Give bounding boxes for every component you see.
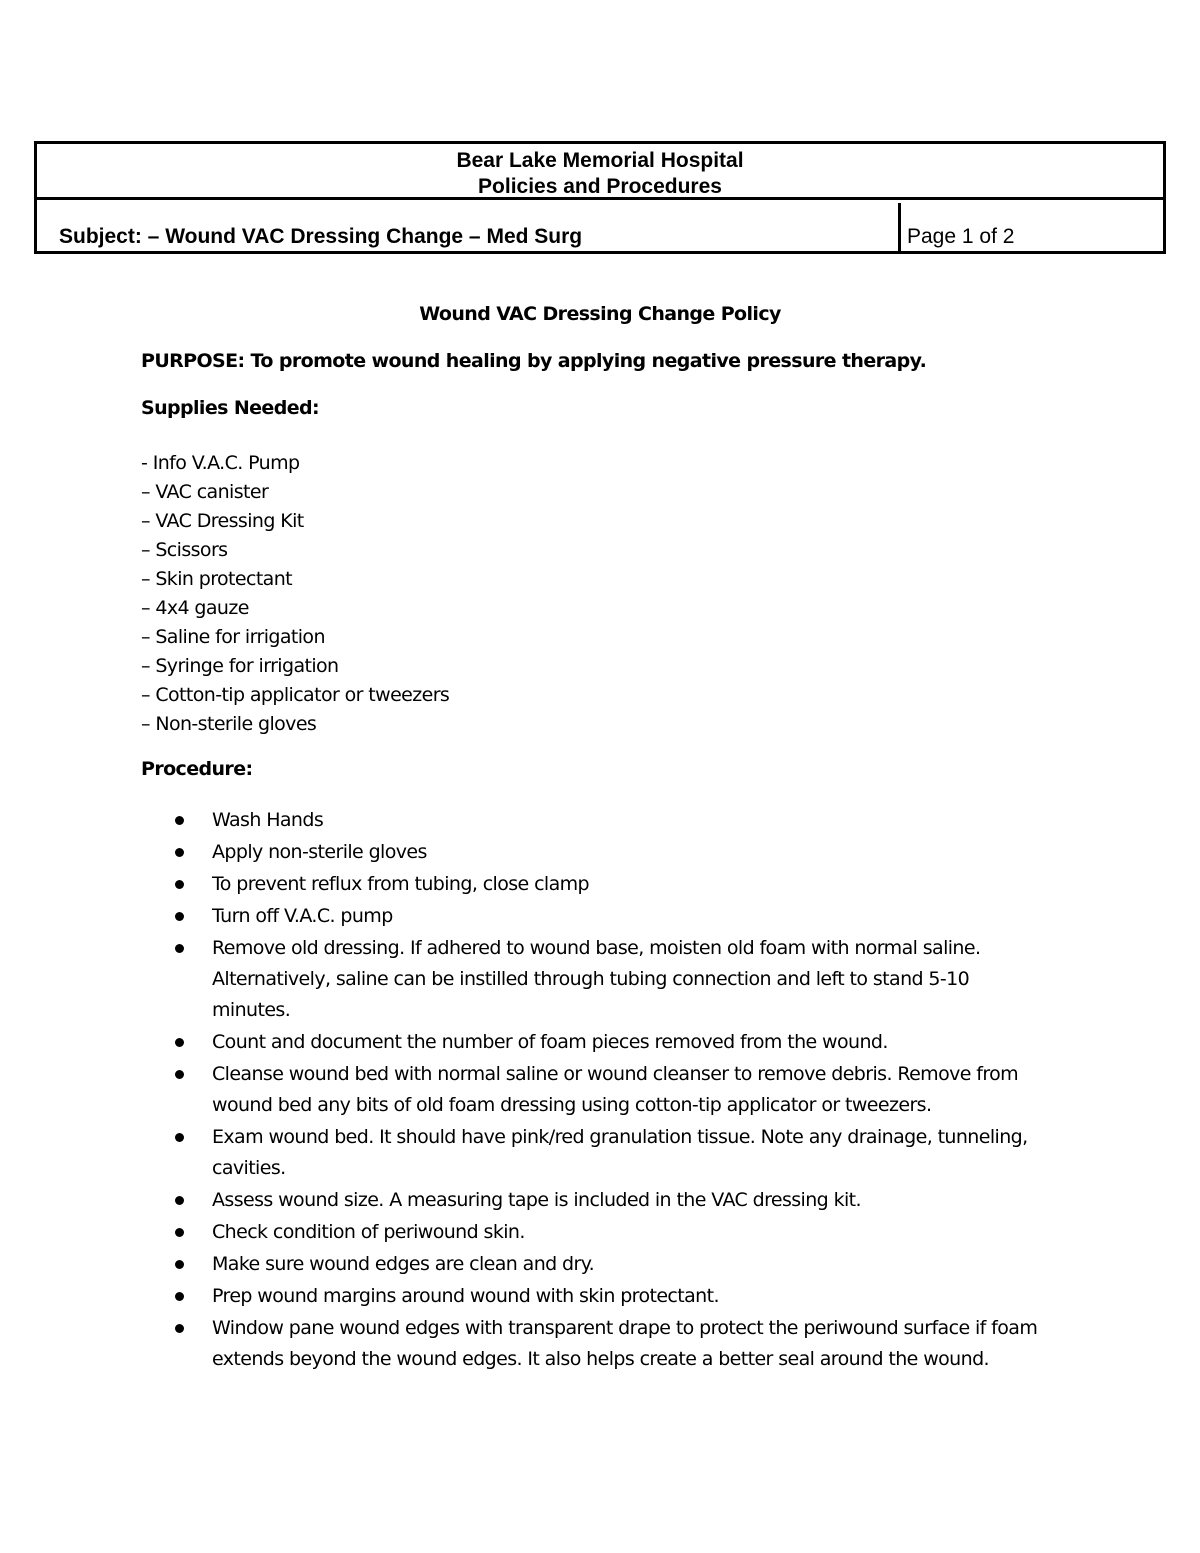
bullet-icon — [175, 880, 184, 889]
bullet-icon — [175, 1292, 184, 1301]
purpose-statement: PURPOSE: To promote wound healing by applying negative pressure therapy. — [141, 350, 927, 372]
bullet-icon — [175, 1133, 184, 1142]
supply-item: – Scissors — [141, 539, 228, 561]
bullet-icon — [175, 1070, 184, 1079]
procedure-step-text: Exam wound bed. It should have pink/red granulation tissue. Note any drainage, tunneling, cavities. — [212, 1126, 1028, 1179]
procedure-step — [172, 1249, 1052, 1280]
procedure-step — [172, 869, 1052, 900]
procedure-step — [172, 1185, 1052, 1216]
supply-item: – VAC canister — [141, 481, 269, 503]
document-title: Wound VAC Dressing Change Policy — [419, 303, 781, 325]
bullet-icon — [175, 944, 184, 953]
procedure-step-text: Apply non-sterile gloves — [212, 841, 427, 863]
procedure-step — [172, 1281, 1052, 1312]
procedure-step-text: Remove old dressing. If adhered to wound base, moisten old foam with normal saline. Alternatively, saline can be instilled through tubing connection and left to stand 5-10 minutes. — [212, 937, 981, 1021]
bullet-icon — [175, 1260, 184, 1269]
subject-text: Subject: – Wound VAC Dressing Change – Med Surg — [59, 225, 583, 248]
procedure-step-text: Assess wound size. A measuring tape is included in the VAC dressing kit. — [212, 1189, 861, 1211]
supply-item: – Cotton-tip applicator or tweezers — [141, 684, 450, 706]
section-name: Policies and Procedures — [478, 175, 722, 198]
procedure-step — [172, 1027, 1052, 1058]
supply-item: – Syringe for irrigation — [141, 655, 339, 677]
supply-item: – Skin protectant — [141, 568, 293, 590]
procedure-step-text: Count and document the number of foam pieces removed from the wound. — [212, 1031, 888, 1053]
procedure-step-text: Turn off V.A.C. pump — [212, 905, 393, 927]
procedure-list — [172, 805, 1052, 1376]
procedure-step — [172, 1059, 1052, 1121]
supply-item: – 4x4 gauze — [141, 597, 249, 619]
procedure-step — [172, 901, 1052, 932]
bullet-icon — [175, 912, 184, 921]
supply-item: - Info V.A.C. Pump — [141, 452, 300, 474]
supplies-heading: Supplies Needed: — [141, 397, 320, 419]
bullet-icon — [175, 1324, 184, 1333]
procedure-step — [172, 1217, 1052, 1248]
bullet-icon — [175, 848, 184, 857]
procedure-step — [172, 805, 1052, 836]
header-title-cell — [37, 144, 1163, 200]
procedure-step — [172, 1313, 1052, 1375]
bullet-icon — [175, 816, 184, 825]
hospital-name: Bear Lake Memorial Hospital — [456, 149, 744, 172]
bullet-icon — [175, 1228, 184, 1237]
supply-item: – Non-sterile gloves — [141, 713, 317, 735]
bullet-icon — [175, 1038, 184, 1047]
supply-item: – Saline for irrigation — [141, 626, 325, 648]
procedure-step-text: To prevent reflux from tubing, close clamp — [212, 873, 590, 895]
procedure-step-text: Check condition of periwound skin. — [212, 1221, 525, 1243]
page-number: Page 1 of 2 — [907, 225, 1015, 248]
procedure-step-text: Prep wound margins around wound with skin protectant. — [212, 1285, 719, 1307]
procedure-step — [172, 933, 1052, 1026]
bullet-icon — [175, 1196, 184, 1205]
procedure-step-text: Wash Hands — [212, 809, 324, 831]
procedure-heading: Procedure: — [141, 758, 253, 780]
procedure-step-text: Cleanse wound bed with normal saline or wound cleanser to remove debris. Remove from wound bed any bits of old foam dressing using cotton-tip applicator or tweezers. — [212, 1063, 1019, 1116]
supply-item: – VAC Dressing Kit — [141, 510, 304, 532]
procedure-step — [172, 1122, 1052, 1184]
procedure-step — [172, 837, 1052, 868]
procedure-step-text: Window pane wound edges with transparent drape to protect the periwound surface if foam extends beyond the wound edges. It also helps create a better seal around the wound. — [212, 1317, 1038, 1370]
procedure-step-text: Make sure wound edges are clean and dry. — [212, 1253, 595, 1275]
supplies-list — [141, 451, 449, 741]
